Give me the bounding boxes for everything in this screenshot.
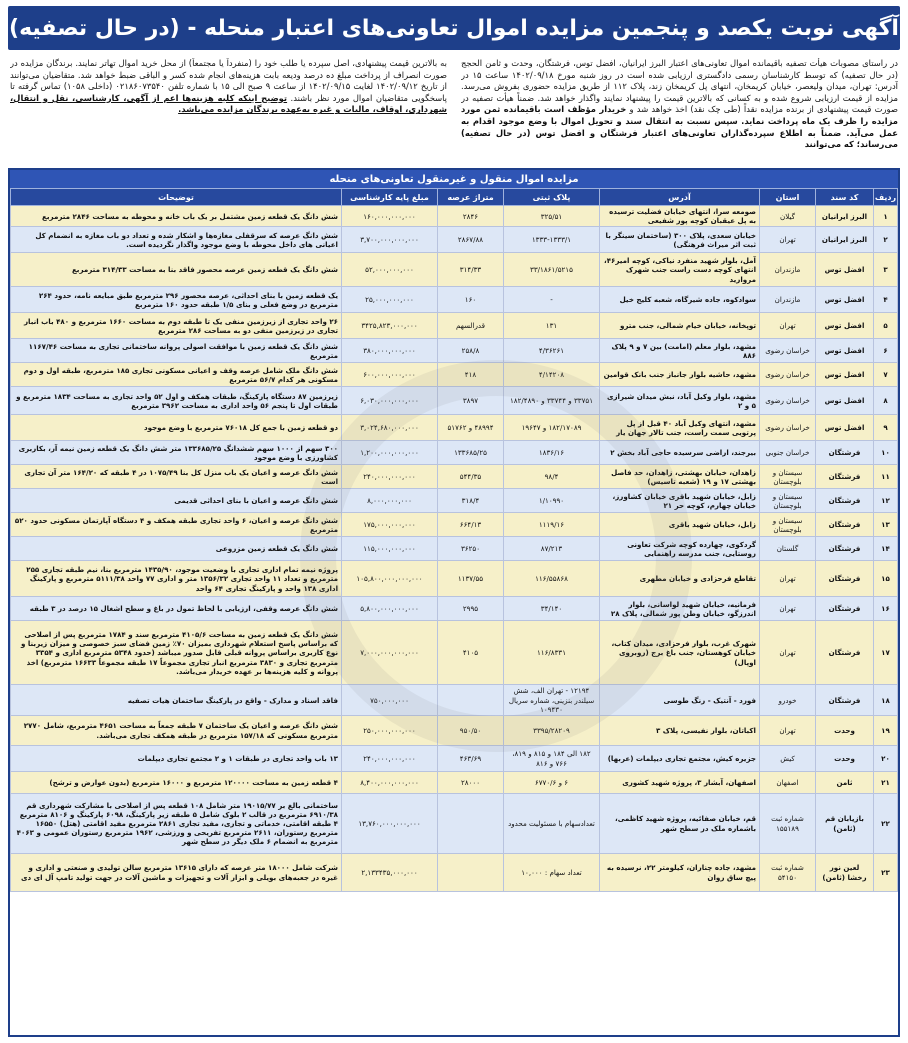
- cell-description: شش دانگ عرصه و اعیان یک ساختمان ۷ طبقه جمعاً به مساحت ۴۶۵۱ مترمربع، شامل ۲۷۷۰ مترمربع مسکونی که ۱۵۷/۱۸ مترمربع در طبقه همکف تجاری می‌باشد.: [11, 716, 342, 746]
- cell-registration-plak: -: [504, 287, 600, 313]
- cell-description: شش دانگ عرصه که سرقفلی مغازه‌ها و اشکار شده و تعداد دو باب مغازه به انضمام کل اعیانی های داخل محوطه با وضع موجود واگذار نگردیده است.: [11, 227, 342, 253]
- intro-left-column: [10, 58, 447, 158]
- cell-area: قدرالسهم: [438, 313, 504, 339]
- cell-company-code: افضل توس: [816, 415, 874, 441]
- cell-address: زابل، خیابان شهید باقری خیابان کشاورز، خیابان چهارم، کوچه حر ۲۱: [600, 489, 760, 513]
- table-row: [11, 206, 898, 227]
- cell-company-code: البرز ایرانیان: [816, 227, 874, 253]
- cell-base-price: ۸,۰۰۰,۰۰۰,۰۰۰: [342, 489, 438, 513]
- cell-row-number: ۲۳: [874, 854, 898, 892]
- intro-left-note: توضیح اینکه کلیه هزینه‌ها اعم از آگهی، کارشناسی، نقل و انتقال، شهرداری، اوقاف، مالیات و غیره به‌عهده برندگان مزایده می‌باشد.: [10, 92, 447, 115]
- cell-base-price: ۳,۰۲۴,۶۸۰,۰۰۰,۰۰۰: [342, 415, 438, 441]
- auction-table: [10, 188, 898, 892]
- cell-base-price: ۳,۷۰۰,۰۰۰,۰۰۰,۰۰۰: [342, 227, 438, 253]
- cell-registration-plak: ۱۱۶/۵۵۸۶۸: [504, 561, 600, 597]
- cell-base-price: ۱۷۵,۰۰۰,۰۰۰,۰۰۰: [342, 513, 438, 537]
- cell-address: زابل، خیابان شهید باقری: [600, 513, 760, 537]
- cell-base-price: ۳۸۰,۰۰۰,۰۰۰,۰۰۰: [342, 339, 438, 363]
- cell-base-price: ۸,۴۰۰,۰۰۰,۰۰۰,۰۰۰: [342, 772, 438, 794]
- cell-base-price: ۱۰۵,۸۰۰,۰۰۰,۰۰۰,۰۰۰: [342, 561, 438, 597]
- notice-title: آگهی نوبت یکصد و پنجمین مزایده اموال تعاونی‌های اعتبار منحله - (در حال تصفیه): [8, 6, 900, 50]
- table-row: [11, 513, 898, 537]
- cell-base-price: ۷,۰۰۰,۰۰۰,۰۰۰,۰۰۰: [342, 621, 438, 685]
- cell-description: شش دانگ عرصه و اعیان، ۶ واحد تجاری طبقه همکف و ۴ دستگاه آپارتمان مسکونی حدود ۵۲۰ مترمربع: [11, 513, 342, 537]
- cell-province: خراسان رضوی: [760, 415, 816, 441]
- cell-base-price: ۱۶۰,۰۰۰,۰۰۰,۰۰۰: [342, 206, 438, 227]
- column-header: استان: [760, 189, 816, 206]
- cell-address: فرمانیه، خیابان شهید لواسانی، بلوار اندرزگو، خیابان وطن پور شمالی، پلاک ۲۸: [600, 597, 760, 621]
- cell-base-price: ۲,۱۳۳۴۳۵,۰۰۰,۰۰۰: [342, 854, 438, 892]
- cell-row-number: ۱۶: [874, 597, 898, 621]
- cell-province: گیلان: [760, 206, 816, 227]
- cell-registration-plak: ۱۳۳۳-۱۳۳۳/۱: [504, 227, 600, 253]
- cell-registration-plak: ۱۸۲ الی ۱۸۴ و ۸۱۵ و ۸۱۹، ۷۶۶ و ۸۱۶: [504, 746, 600, 772]
- table-row: [11, 227, 898, 253]
- cell-registration-plak: ۱/۱۰۹۹۰: [504, 489, 600, 513]
- cell-row-number: ۲۰: [874, 746, 898, 772]
- cell-company-code: فرشتگان: [816, 513, 874, 537]
- cell-description: شش دانگ یک قطعه زمین مشتمل بر یک باب خانه و محوطه به مساحت ۲۸۴۶ مترمربع: [11, 206, 342, 227]
- cell-address: فورد - آنتیک - رنگ طوسی: [600, 685, 760, 716]
- cell-area: ۹۵۰/۵۰: [438, 716, 504, 746]
- cell-province: خراسان جنوبی: [760, 441, 816, 465]
- cell-province: اصفهان: [760, 772, 816, 794]
- cell-address: اصفهان، آبشار ۳، پروژه شهید کشوری: [600, 772, 760, 794]
- cell-province: سیستان و بلوچستان: [760, 489, 816, 513]
- cell-province: خراسان رضوی: [760, 387, 816, 415]
- cell-row-number: ۴: [874, 287, 898, 313]
- cell-area: ۱۳۳۶۸۵/۲۵: [438, 441, 504, 465]
- column-header: آدرس: [600, 189, 760, 206]
- table-row: [11, 621, 898, 685]
- cell-registration-plak: ۱۸۳۶/۱۶: [504, 441, 600, 465]
- cell-address: زاهدان، خیابان بهشتی، زاهدان، حد فاصل بهشتی ۱۷ و ۱۹ (شعبه تاسیس): [600, 465, 760, 489]
- cell-description: ۴ قطعه زمین به مساحت ۱۲۰۰۰۰ مترمربع و ۱۶۰۰۰ مترمربع (بدون عوارض و ترشح): [11, 772, 342, 794]
- cell-base-price: ۶,۰۳۰,۰۰۰,۰۰۰,۰۰۰: [342, 387, 438, 415]
- cell-description: یک قطعه زمین با بنای احداثی، عرصه محصور ۲۹۶ مترمربع طبق مبایعه نامه، حدود ۲۶۴ مترمربع در وضع فعلی و بنای ۱/۵ طبقه حدود ۱۶۰ مترمربع: [11, 287, 342, 313]
- cell-area: ۴۸۹۹۴ و ۵۱۷۶۲: [438, 415, 504, 441]
- intro-right-column: [461, 58, 898, 158]
- cell-area: ۲۹۹۵: [438, 597, 504, 621]
- cell-registration-plak: ۱۱۱۹/۱۶: [504, 513, 600, 537]
- table-row: [11, 465, 898, 489]
- cell-company-code: افضل توس: [816, 313, 874, 339]
- cell-area: ۳۸۹۷: [438, 387, 504, 415]
- cell-row-number: ۱۵: [874, 561, 898, 597]
- cell-registration-plak: ۴/۳۶۲۶۱: [504, 339, 600, 363]
- table-row: [11, 854, 898, 892]
- cell-area: ۴۱۸: [438, 363, 504, 387]
- table-row: [11, 253, 898, 287]
- cell-address: صومعه سرا، انتهای خیابان فضلیت ترسیده به پل عیقبان کوچه پور شفیعی: [600, 206, 760, 227]
- cell-description: ساختمانی بالغ بر ۱۹۰۱۵/۷۷ متر شامل ۱۰۸ قطعه پس از اصلاحی با مشارکت شهرداری قم ۶۹۱۰/۳۸ مترمربع در قالب ۲ بلوک شامل ۵ طبقه زیر پارکینگ، ۶۰۹۸ پارکینگ و ۸۱۰۶ مترمربع ۴ طبقه اقامتی، خدماتی و تجاری، مفید تجاری ۲۸۶۱ مترمربع مفید اقامتی (هتل) ۱۶۵۵۰ مترمربع رستوران، ۲۶۱۱ مترمربع تفریحی و ورزشی، ۱۹۶۲ مترمربع رستوران عمومی و ۴۰۶۳ مترمربع به انضمام ۶ ملک دیگر در سطح شهر: [11, 794, 342, 854]
- cell-area: ۳۶۲۵۰: [438, 537, 504, 561]
- cell-province: مازندران: [760, 287, 816, 313]
- cell-base-price: ۷۵۰,۰۰۰,۰۰۰: [342, 685, 438, 716]
- cell-area: ۶۶۴/۱۳: [438, 513, 504, 537]
- cell-province: شماره ثبت ۱۵۵۱۸۹: [760, 794, 816, 854]
- cell-address: قم، خیابان صفائیه، پروژه شهید کاظمی، باشماره ملک در سطح شهر: [600, 794, 760, 854]
- cell-registration-plak: ۳۳۹۵/۲۸۲۰۹: [504, 716, 600, 746]
- cell-registration-plak: ۳۴/۱۴۰: [504, 597, 600, 621]
- cell-description: شش دانگ یک قطعه زمین به مساحت ۴۱۰۵/۶ مترمربع سند و ۱۷۸۴ مترمربع پس از اصلاحی که براساس پاسخ استعلام شهرداری بمیزان ۷۰٪ زمین فضای سبز خصوصی و میزان زیربنا و نوع کاربری براساس پروانه قبلی قابل صدور میباشد (حدود ۵۳۴۸ مترمربع اداری و ۳۳۵۴ مترمربع تجاری و ۳۸۳۰ مترمربع انبار تجاری مجموعاً ۱۷ طبقه مجموعاً ۱۶۶۳۳ مترمربع) اخذ پروانه و کلیه هزینه‌ها بر عهده خریدار می‌باشد.: [11, 621, 342, 685]
- cell-base-price: ۲۴۰,۰۰۰,۰۰۰,۰۰۰: [342, 465, 438, 489]
- cell-province: تهران: [760, 561, 816, 597]
- cell-company-code: بازیابان قم (ثامن): [816, 794, 874, 854]
- table-row: [11, 537, 898, 561]
- cell-row-number: ۱۰: [874, 441, 898, 465]
- cell-area: ۲۸۰۰۰: [438, 772, 504, 794]
- cell-address: بیرجند، اراضی سرسیده حاجی آباد بخش ۲: [600, 441, 760, 465]
- cell-description: فاقد اسناد و مدارک - واقع در پارکینگ ساختمان هیات تصفیه: [11, 685, 342, 716]
- column-header: ردیف: [874, 189, 898, 206]
- cell-description: شش دانگ عرصه وقفی، ارزیابی با لحاظ تمول در باغ و سطح اشغال ۱۵ درصد در ۳ طبقه: [11, 597, 342, 621]
- cell-base-price: ۲۵۰,۰۰۰,۰۰۰,۰۰۰: [342, 716, 438, 746]
- cell-registration-plak: ۳۳/۱۸۶۱/۵۲۱۵: [504, 253, 600, 287]
- cell-company-code: افضل توس: [816, 363, 874, 387]
- cell-registration-plak: ۸۷/۲۱۳: [504, 537, 600, 561]
- auction-table-container: [8, 168, 900, 1037]
- table-row: [11, 287, 898, 313]
- cell-base-price: ۱۳,۷۶۰,۰۰۰,۰۰۰,۰۰۰: [342, 794, 438, 854]
- cell-company-code: افضل توس: [816, 253, 874, 287]
- cell-province: تهران: [760, 313, 816, 339]
- cell-province: تهران: [760, 621, 816, 685]
- cell-registration-plak: ۱۳۱: [504, 313, 600, 339]
- cell-base-price: ۳۴۲۵,۸۲۳,۰۰۰,۰۰۰: [342, 313, 438, 339]
- cell-address: مشهد، جاده چناران، کیلومتر ۲۲، نرسیده به پیچ ساق روان: [600, 854, 760, 892]
- cell-province: شماره ثبت ۵۴۱۵۰: [760, 854, 816, 892]
- cell-description: شش دانگ یک قطعه زمین عرصه محصور فاقد بنا به مساحت ۳۱۴/۳۳ مترمربع: [11, 253, 342, 287]
- cell-area: [438, 685, 504, 716]
- cell-company-code: افضل توس: [816, 387, 874, 415]
- cell-description: دو قطعه زمین با جمع کل ۷۶۰۱۸ مترمربع با وضع موجود: [11, 415, 342, 441]
- cell-company-code: افضل توس: [816, 339, 874, 363]
- cell-row-number: ۲۲: [874, 794, 898, 854]
- cell-company-code: فرشتگان: [816, 685, 874, 716]
- cell-province: گلستان: [760, 537, 816, 561]
- table-title: مزایده اموال منقول و غیرمنقول تعاونی‌های منحله: [10, 170, 898, 188]
- column-header: مبلغ پایه کارشناسی: [342, 189, 438, 206]
- cell-address: مشهد، انتهای وکیل آباد ۴۰ قبل از پل پرتویی سمت راست، جنب تالار جهان یار: [600, 415, 760, 441]
- cell-province: تهران: [760, 716, 816, 746]
- intro-right-bold: خریدار مؤظف است باقیمانده ثمن مورد مزایده را ظرف یک ماه پرداخت نماید.: [461, 104, 898, 126]
- cell-registration-plak: ۴/۱۴۲۰۸: [504, 363, 600, 387]
- cell-area: ۲۵۸/۸: [438, 339, 504, 363]
- cell-registration-plak: تعدادسهام با مسئولیت محدود: [504, 794, 600, 854]
- cell-company-code: افضل توس: [816, 287, 874, 313]
- table-body: [11, 206, 898, 892]
- table-row: [11, 685, 898, 716]
- column-header: کد سند: [816, 189, 874, 206]
- cell-company-code: فرشتگان: [816, 441, 874, 465]
- cell-row-number: ۳: [874, 253, 898, 287]
- table-row: [11, 441, 898, 465]
- table-row: [11, 313, 898, 339]
- column-header: پلاک ثبتی: [504, 189, 600, 206]
- cell-address: آمل، بلوار شهید منفرد نیاکی، کوچه امیر۴۶، انتهای کوچه دست راست جنب شهرک مروارید: [600, 253, 760, 287]
- table-row: [11, 415, 898, 441]
- cell-area: ۱۱۳۷/۵۵: [438, 561, 504, 597]
- cell-base-price: ۲۵,۰۰۰,۰۰۰,۰۰۰: [342, 287, 438, 313]
- cell-address: مشهد، حاشیه بلوار جانباز جنب بانک قوامین: [600, 363, 760, 387]
- cell-province: تهران: [760, 597, 816, 621]
- table-row: [11, 794, 898, 854]
- cell-registration-plak: ۹۸/۴: [504, 465, 600, 489]
- cell-description: شش دانگ عرصه و اعیان یک باب منزل کل بنا ۱۰۷۵/۴۹ در ۴ طبقه که ۱۶۴/۲۰ متر آن تجاری است: [11, 465, 342, 489]
- cell-registration-plak: ۱۲۱۹۴ - تهران الف، شش سیلندر بنزینی، شماره سریال ۱۰۹۴۳۰: [504, 685, 600, 716]
- cell-company-code: فرشتگان: [816, 621, 874, 685]
- cell-base-price: ۱۱۵,۰۰۰,۰۰۰,۰۰۰: [342, 537, 438, 561]
- cell-row-number: ۶: [874, 339, 898, 363]
- cell-row-number: ۲۱: [874, 772, 898, 794]
- cell-area: ۳۱۸/۴: [438, 489, 504, 513]
- table-row: [11, 387, 898, 415]
- cell-address: شهرک غرب، بلوار فرحزادی، میدان کتاب، خیابان کوهستان، جنب باغ برج (روبروی اوپال): [600, 621, 760, 685]
- cell-description: پروژه نیمه تمام اداری تجاری با وضعیت موجود، ۱۴۳۵/۹۰ مترمربع بنا، نیم طبقه تجاری ۲۵۵ مترمربع و تعداد ۱۱ واحد تجاری ۱۳۵۶/۳۲ متر و اداری ۷۷ واحد ۵۱۱۱/۳۸ مترمربع و پارکینگ اداری ۱۳۸ واحد و پارکینگ تجاری ۶۴ واحد: [11, 561, 342, 597]
- table-header-row: [11, 189, 898, 206]
- table-row: [11, 489, 898, 513]
- cell-address: گردکوی، چهارده کوچه شرکت تعاونی روستایی، جنب مدرسه راهنمایی: [600, 537, 760, 561]
- cell-company-code: وحدت: [816, 746, 874, 772]
- cell-company-code: وحدت: [816, 716, 874, 746]
- cell-registration-plak: ۱۱۶/۸۳۳۱: [504, 621, 600, 685]
- table-row: [11, 363, 898, 387]
- cell-description: شرکت شامل ۱۸۰۰۰ متر عرصه که دارای ۱۳۶۱۵ مترمربع سالن تولیدی و صنعتی و اداری و غیره در جعبه‌های بویلی و ابزار آلات و تجهیزات و ماشین آلات در جهت تولید تامپ آل ای دی: [11, 854, 342, 892]
- cell-row-number: ۷: [874, 363, 898, 387]
- cell-description: ۲۶ واحد تجاری از زیرزمین منفی یک تا طبقه دوم به مساحت ۱۶۶۰ مترمربع و ۴۸۰ باب انبار تجاری در زیرزمین منفی دو به مساحت ۲۸۶ مترمربع: [11, 313, 342, 339]
- cell-row-number: ۱۷: [874, 621, 898, 685]
- cell-registration-plak: ۱۸۲/۱۷۰۸۹ و ۱۹۶۴۷: [504, 415, 600, 441]
- cell-area: ۴۱۰۵: [438, 621, 504, 685]
- column-header: متراژ عرصه: [438, 189, 504, 206]
- intro-left-text: به بالاترین قیمت پیشنهادی، اصل سپرده یا طلب خود را (منفرداً یا مجتمعاً) از محل خرید اموال تهاتر نمایند. برندگان مزایده در صورت انصراف از پرداخت مبلغ ده درصد ودیعه بابت هزینه‌های انجام شده کسر و الباقی ضبط خواهد شد. متقاضیان می‌توانند از تاریخ ۱۴۰۲/۰۹/۱۲ لغایت ۱۴۰۲/۰۹/۱۵ از ساعت ۹ صبح الی ۱۵ با شماره تلفن ۰۲۱۸۶۰۷۳۵۴۰ (داخلی ۱۰۵۸) تماس گرفته تا پاسخگویی متقاضیان اموال مورد نظر باشند.: [10, 58, 447, 103]
- intro-text: [10, 58, 898, 158]
- cell-province: سیستان و بلوچستان: [760, 513, 816, 537]
- cell-area: ۴۶۳/۶۹: [438, 746, 504, 772]
- cell-company-code: ثامن: [816, 772, 874, 794]
- table-row: [11, 716, 898, 746]
- cell-area: ۲۸۴۶: [438, 206, 504, 227]
- cell-row-number: ۱۲: [874, 489, 898, 513]
- cell-description: شش دانگ یک قطعه زمین مزروعی: [11, 537, 342, 561]
- cell-base-price: ۵,۸۰۰,۰۰۰,۰۰۰,۰۰۰: [342, 597, 438, 621]
- cell-province: مازندران: [760, 253, 816, 287]
- cell-row-number: ۱۴: [874, 537, 898, 561]
- cell-area: ۱۶۰: [438, 287, 504, 313]
- cell-address: سوادکوه، جاده شیرگاه، شعبه کلیج خیل: [600, 287, 760, 313]
- cell-row-number: ۱۱: [874, 465, 898, 489]
- cell-base-price: ۲۴۰,۰۰۰,۰۰۰,۰۰۰: [342, 746, 438, 772]
- cell-province: خراسان رضوی: [760, 363, 816, 387]
- cell-description: شش دانگ یک قطعه زمین با موافقت اصولی پروانه ساختمانی تجاری به مساحت ۱۱۶۷/۴۶ مترمربع: [11, 339, 342, 363]
- cell-area: [438, 794, 504, 854]
- cell-area: ۲۸۶۷/۸۸: [438, 227, 504, 253]
- cell-registration-plak: ۳۲۵/۵۱: [504, 206, 600, 227]
- cell-area: ۵۴۴/۳۵: [438, 465, 504, 489]
- table-row: [11, 772, 898, 794]
- cell-base-price: ۵۲,۰۰۰,۰۰۰,۰۰۰: [342, 253, 438, 287]
- cell-province: خراسان رضوی: [760, 339, 816, 363]
- cell-address: تقاطع فرحزادی و خیابان مطهری: [600, 561, 760, 597]
- cell-address: اکباتان، بلوار نفیسی، پلاک ۳: [600, 716, 760, 746]
- table-row: [11, 561, 898, 597]
- table-row: [11, 746, 898, 772]
- column-header: توضیحات: [11, 189, 342, 206]
- cell-registration-plak: ۳۳۷۵۱ و ۳۳۷۴۴ و ۱۸۲/۴۸۹۰: [504, 387, 600, 415]
- cell-registration-plak: ۶ و ۶۷۷۰/۶: [504, 772, 600, 794]
- cell-company-code: فرشتگان: [816, 465, 874, 489]
- cell-registration-plak: تعداد سهام : ۱۰,۰۰۰: [504, 854, 600, 892]
- cell-description: شش دانگ ملک شامل عرصه وقف و اعیانی مسکونی تجاری ۱۸۵ مترمربع، طبقه اول و دوم مسکونی هر کدام ۵۶/۷ مترمربع: [11, 363, 342, 387]
- cell-row-number: ۲: [874, 227, 898, 253]
- cell-company-code: فرشتگان: [816, 537, 874, 561]
- cell-base-price: ۱,۲۰۰,۰۰۰,۰۰۰,۰۰۰: [342, 441, 438, 465]
- cell-address: مشهد، بلوار وکیل آباد، نبش میدان شیرازی ۵ و ۲: [600, 387, 760, 415]
- cell-description: زیرزمین ۸۷ دستگاه پارکینگ، طبقات همکف و اول ۵۲ واحد تجاری به مساحت ۱۸۳۴ مترمربع و طبقات اول تا پنجم ۵۶ واحد اداری به مساحت ۳۹۶۲ مترمربع: [11, 387, 342, 415]
- cell-province: خودرو: [760, 685, 816, 716]
- table-row: [11, 597, 898, 621]
- cell-row-number: ۱۹: [874, 716, 898, 746]
- table-row: [11, 339, 898, 363]
- cell-description: ۳۰۰ سهم از ۱۰۰۰ سهم ششدانگ ۱۳۳۶۸۵/۲۵ متر شش دانگ یک قطعه زمین نیمه آر، بکاربری کشاورزی با وضع موجود: [11, 441, 342, 465]
- cell-area: [438, 854, 504, 892]
- cell-address: مشهد، بلوار معلم (امامت) بین ۷ و ۹ پلاک ۸۸۶: [600, 339, 760, 363]
- cell-description: ۱۳ باب واحد تجاری در طبقات ۱ و ۲ مجتمع تجاری دیپلمات: [11, 746, 342, 772]
- cell-province: تهران: [760, 227, 816, 253]
- cell-description: شش دانگ عرصه و اعیان با بنای احداثی قدیمی: [11, 489, 342, 513]
- cell-company-code: فرشتگان: [816, 561, 874, 597]
- cell-row-number: ۱۸: [874, 685, 898, 716]
- cell-company-code: لعین نور رخشا (ثامن): [816, 854, 874, 892]
- cell-row-number: ۹: [874, 415, 898, 441]
- cell-company-code: فرشتگان: [816, 597, 874, 621]
- cell-company-code: فرشتگان: [816, 489, 874, 513]
- cell-address: جزیره کیش، مجتمع تجاری دیپلمات (عربها): [600, 746, 760, 772]
- cell-row-number: ۵: [874, 313, 898, 339]
- cell-address: توپخانه، خیابان خیام شمالی، جنب مترو: [600, 313, 760, 339]
- cell-base-price: ۶۰۰,۰۰۰,۰۰۰,۰۰۰: [342, 363, 438, 387]
- cell-row-number: ۱: [874, 206, 898, 227]
- intro-right-text: در راستای مصوبات هیأت تصفیه باقیمانده اموال تعاونی‌های اعتبار البرز ایرانیان، افضل توس، فرشتگان، وحدت و ثامن الحجج (در حال تصفیه) که توسط کارشناسان رسمی دادگستری ارزیابی شده است در روز شنبه مورخ ۱۴۰۲/۰۹/۱۸ ساعت ۱۵ در آدرس: تهران، میدان ولیعصر، خیابان کریمخان، انتهای پل کریمخان زند، پلاک ۱۱۲ از طریق مزایده حضوری بفروش می‌رسد. مزایده از قیمت ارزیابی شروع شده و به کسانی که بالاترین قیمت را پیشنهاد نمایند واگذار خواهد شد. ضمناً هیأت تصفیه در صورت قیمت پیشنهادی از برنده مزایده نقداً (طی چک نقد) اخذ خواهد شد و: [461, 58, 898, 115]
- intro-right-tail: سپس نسبت به انتقال سند و تحویل اموال با وضع موجود اقدام به عمل می‌آید. ضمناً به اطلاع سپرده‌گذاران تعاونی‌های اعتبار فرشتگان و افضل توس (در حال تصفیه) می‌رساند؛ که می‌توانند: [461, 115, 898, 150]
- cell-row-number: ۸: [874, 387, 898, 415]
- cell-area: ۳۱۴/۳۳: [438, 253, 504, 287]
- cell-province: کیش: [760, 746, 816, 772]
- cell-row-number: ۱۳: [874, 513, 898, 537]
- cell-address: خیابان سعدی، پلاک ۳۰۰ (ساختمان سینگر با ثبت اثر میراث فرهنگی): [600, 227, 760, 253]
- cell-company-code: البرز ایرانیان: [816, 206, 874, 227]
- cell-province: سیستان و بلوچستان: [760, 465, 816, 489]
